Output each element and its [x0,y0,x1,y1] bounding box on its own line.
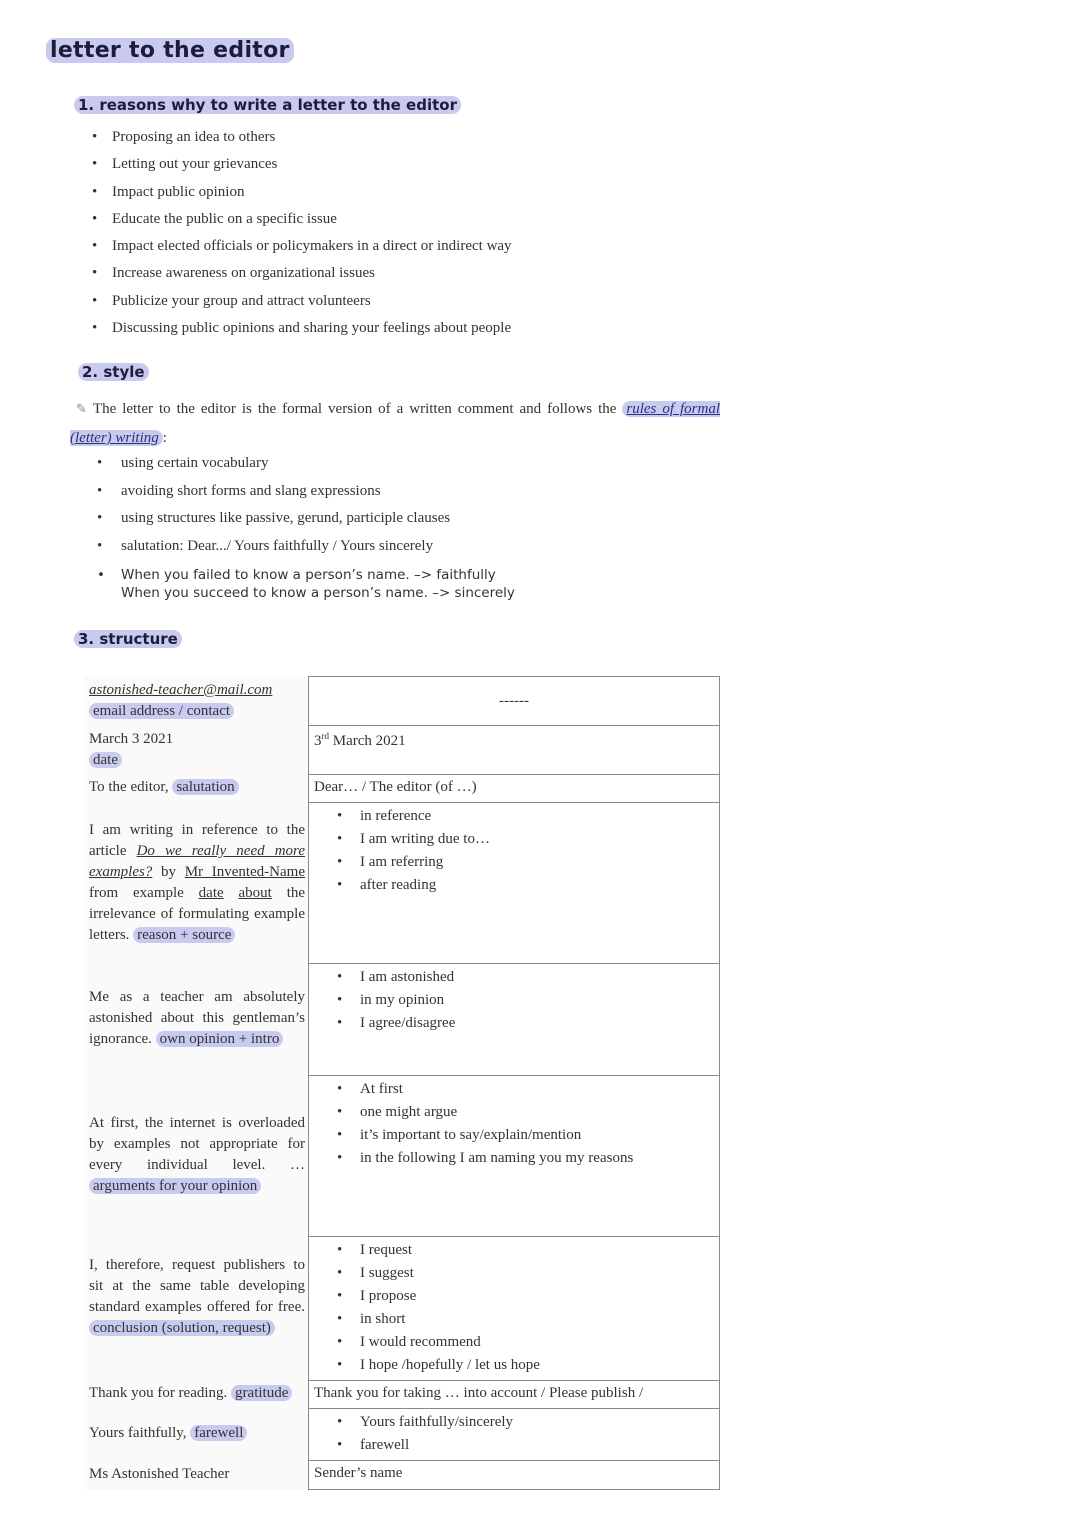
list-item: • Letting out your grievances [92,151,512,178]
reason-label: reason + source [133,927,235,943]
list-item: • When you failed to know a person’s name. –> faithfully When you succeed to know a person’s name. –> sincerely [97,566,515,602]
salutation-label: salutation [172,779,238,795]
list-item: • I agree/disagree [337,1012,455,1035]
list-item: • I propose [337,1285,540,1308]
example-date: March 3 2021 date [89,731,174,768]
list-item: • Yours faithfully/sincerely [337,1411,513,1434]
table-row: Dear… / The editor (of …) [309,775,719,803]
table-row: ------ [309,677,719,726]
list-item: • using certain vocabulary [97,450,515,478]
table-row: Thank you for taking … into account / Please publish / [309,1381,719,1409]
example-name: Ms Astonished Teacher [89,1466,230,1482]
list-item: • I suggest [337,1262,540,1285]
arguments-label: arguments for your opinion [89,1178,261,1194]
list-item: • I am referring [337,851,490,874]
table-row [309,1076,719,1237]
conclusion-label: conclusion (solution, request) [89,1320,275,1336]
list-item: • after reading [337,874,490,897]
pen-icon: ✎ [76,402,87,417]
example-letter-column [84,676,308,1490]
list-item: • in short [337,1308,540,1331]
list-item: • Proposing an idea to others [92,124,512,151]
table-row: Sender’s name [314,1465,403,1481]
example-arguments: At first, the internet is overloaded by examples not appropriate for every individual level. … arguments for your opinion [89,1115,305,1194]
rules-link[interactable]: rules of formal (letter) writing [70,401,720,446]
example-reason: I am writing in reference to the article Do we really need more examples? by Mr Invented-Name from example date about the irrelevance of formulating example letters. reason + source [89,822,306,943]
style-list [97,450,515,602]
list-item: • Impact public opinion [92,179,512,206]
example-opinion: Me as a teacher am absolutely astonished about this gentleman’s ignorance. own opinion + intro [89,989,305,1047]
farewell-label: farewell [190,1425,247,1441]
table-row [309,803,719,964]
list-item: • Increase awareness on organizational issues [92,260,512,287]
section1-heading: 1. reasons why to write a letter to the editor [74,96,461,114]
list-item: • At first [337,1078,633,1101]
list-item: • I request [337,1239,540,1262]
list-item: • Impact elected officials or policymakers in a direct or indirect way [92,233,512,260]
list-item: • Educate the public on a specific issue [92,206,512,233]
list-item: • in reference [337,805,490,828]
list-item: • it’s important to say/explain/mention [337,1124,633,1147]
example-gratitude: Thank you for reading. gratitude [89,1383,305,1404]
table-row [309,964,719,1076]
date-label: date [89,752,122,768]
list-item: • one might argue [337,1101,633,1124]
list-item: • avoiding short forms and slang expressions [97,478,515,506]
table-row: 3rd March 2021 [309,726,719,775]
list-item: • I hope /hopefully / let us hope [337,1354,540,1377]
list-item: • farewell [337,1434,513,1457]
table-row [309,1409,719,1461]
list-item: • I would recommend [337,1331,540,1354]
example-salutation: To the editor, salutation [89,777,305,798]
phrases-table [308,676,720,1490]
list-item: • Discussing public opinions and sharing your feelings about people [92,315,512,342]
list-item: • in the following I am naming you my reasons [337,1147,633,1170]
page-title: letter to the editor [46,38,294,63]
email-address: astonished-teacher@mail.com [89,682,273,698]
reasons-list [92,124,512,342]
list-item: • I am astonished [337,966,455,989]
section2-heading: 2. style [78,363,149,381]
list-item: • I am writing due to… [337,828,490,851]
opinion-label: own opinion + intro [156,1031,284,1047]
table-row [309,1237,719,1381]
list-item: • Publicize your group and attract volunteers [92,288,512,315]
list-item: • using structures like passive, gerund, participle clauses [97,505,515,533]
email-label: email address / contact [89,703,234,719]
example-contact [89,680,305,722]
example-conclusion: I, therefore, request publishers to sit at the same table developing standard examples offered for free. conclusion (solution, request) [89,1257,305,1336]
style-intro: ✎ The letter to the editor is the formal version of a written comment and follows the rules of formal (letter) writing : [70,401,720,446]
example-farewell: Yours faithfully, farewell [89,1423,305,1444]
list-item: • in my opinion [337,989,455,1012]
gratitude-label: gratitude [231,1385,292,1401]
section3-heading: 3. structure [74,630,182,648]
list-item: • salutation: Dear.../ Yours faithfully / Yours sincerely [97,533,515,561]
